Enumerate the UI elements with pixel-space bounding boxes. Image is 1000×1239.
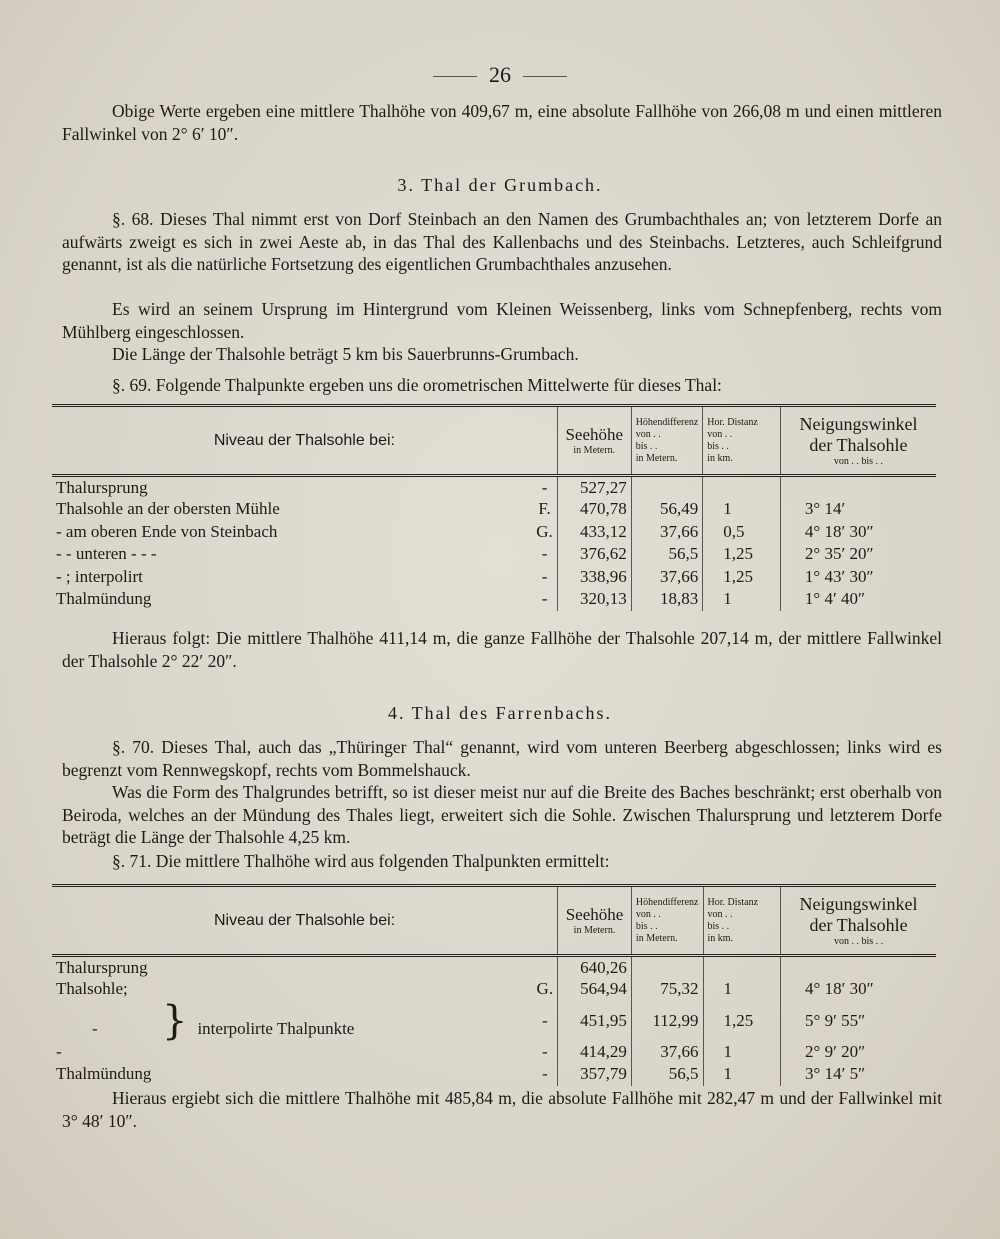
table-row xyxy=(52,521,936,544)
header2-distanz-bis: bis . . xyxy=(707,920,730,932)
row-label: Thalursprung xyxy=(56,957,148,977)
row-hoehendiff: 37,66 xyxy=(631,521,703,544)
table-row xyxy=(52,543,936,566)
row-mark: - xyxy=(541,566,548,586)
row-mark: - xyxy=(541,544,548,564)
row-hoehendiff: 112,99 xyxy=(631,1001,703,1041)
row-label: Thalsohle an der obersten Mühle xyxy=(56,499,280,519)
row-mark: F. xyxy=(538,499,551,519)
row-hoehendiff xyxy=(631,476,703,499)
row-hoehendiff: 37,66 xyxy=(631,566,703,589)
table-grumbach xyxy=(52,404,936,611)
header-distanz-von: von . . xyxy=(707,428,733,440)
row-distanz: 1,25 xyxy=(703,543,781,566)
result-grumbach: Hieraus folgt: Die mittlere Thalhöhe 411,14 m, die ganze Fallhöhe der Thalsohle 207,14 m, der mittlere Fallwinkel der Thalsohle 2° 22′ 20″. xyxy=(62,628,942,671)
row-winkel: 1° 43′ 30″ xyxy=(780,566,936,589)
row-label: Thalmündung xyxy=(56,589,152,609)
row-hoehendiff: 56,49 xyxy=(631,498,703,521)
table-farrenbach xyxy=(52,884,936,1086)
brace-icon: } xyxy=(162,997,188,1044)
row-winkel: 2° 9′ 20″ xyxy=(781,1041,936,1064)
row-winkel: 2° 35′ 20″ xyxy=(780,543,936,566)
row-distanz: 1 xyxy=(703,498,781,521)
header-neigung-line1: Neigungswinkel xyxy=(799,413,918,434)
row-hoehendiff: 18,83 xyxy=(631,588,703,611)
row-label: - xyxy=(56,1041,62,1061)
row-seehoehe: 414,29 xyxy=(558,1041,632,1064)
header2-distanz-von: von . . xyxy=(707,908,733,920)
header2-hoehendiff xyxy=(631,886,703,956)
row-winkel: 3° 14′ 5″ xyxy=(781,1063,936,1086)
row-label: - ; interpolirt xyxy=(56,566,143,586)
header-neigung-sub: von . . bis . . xyxy=(833,455,884,467)
row-distanz: 1 xyxy=(703,978,781,1001)
row-hoehendiff: 75,32 xyxy=(631,978,703,1001)
header-hoehendiff-title: Höhendifferenz xyxy=(635,416,699,428)
row-distanz: 1 xyxy=(703,1041,781,1064)
row-hoehendiff: 37,66 xyxy=(631,1041,703,1064)
row-distanz: 1,25 xyxy=(703,566,781,589)
header-hoehendiff-unit: in Metern. xyxy=(635,452,678,464)
row-label: Thalursprung xyxy=(56,477,148,497)
header2-neigung-line2: der Thalsohle xyxy=(809,914,908,935)
row-seehoehe: 357,79 xyxy=(558,1063,632,1086)
table-row xyxy=(52,1063,936,1086)
row-mark xyxy=(533,956,558,979)
header-hoehendiff xyxy=(631,406,703,476)
header2-neigung-line1: Neigungswinkel xyxy=(799,893,918,914)
intro-paragraph: Obige Werte ergeben eine mittlere Thalhöhe von 409,67 m, eine absolute Fallhöhe von 266,08 m und einen mittleren Fallwinkel von 2° 6′ 10″. xyxy=(62,101,942,144)
row-winkel: 4° 18′ 30″ xyxy=(780,521,936,544)
row-mark: G. xyxy=(536,979,554,999)
header2-seehoehe xyxy=(558,886,632,956)
row-seehoehe: 320,13 xyxy=(557,588,631,611)
row-winkel xyxy=(781,956,936,979)
paragraph-69: §. 69. Folgende Thalpunkte ergeben uns die orometrischen Mittelwerte für dieses Thal: xyxy=(112,375,722,395)
header2-distanz-unit: in km. xyxy=(707,932,734,944)
row-hoehendiff xyxy=(631,956,703,979)
row-label xyxy=(52,997,533,1044)
row-hoehendiff: 56,5 xyxy=(631,1063,703,1086)
paragraph-68-c: Die Länge der Thalsohle beträgt 5 km bis Sauerbrunns-Grumbach. xyxy=(112,344,579,364)
section-heading-grumbach: 3. Thal der Grumbach. xyxy=(397,175,603,195)
row-mark: - xyxy=(541,1010,548,1030)
table-row xyxy=(52,476,936,499)
interpolirte-label: interpolirte Thalpunkte xyxy=(197,1018,355,1038)
header2-niveau: Niveau der Thalsohle bei: xyxy=(52,886,558,956)
row-seehoehe: 451,95 xyxy=(558,1001,632,1041)
row-mark: - xyxy=(541,1064,548,1084)
row-winkel: 5° 9′ 55″ xyxy=(781,1001,936,1041)
header-distanz-unit: in km. xyxy=(707,452,733,464)
header2-hoehendiff-unit: in Metern. xyxy=(635,932,678,944)
row-seehoehe: 640,26 xyxy=(558,956,632,979)
header-neigung xyxy=(780,406,936,476)
row-mark: - xyxy=(541,1041,548,1061)
section-heading-farrenbach: 4. Thal des Farrenbachs. xyxy=(387,703,613,723)
row-distanz: 1,25 xyxy=(703,1001,781,1041)
row-distanz xyxy=(703,476,781,499)
row-label: Thalmündung xyxy=(56,1064,152,1084)
header2-distanz xyxy=(703,886,781,956)
header-seehoehe-label: Seehöhe xyxy=(565,424,624,444)
page-header xyxy=(0,62,1000,88)
ornament-right xyxy=(523,76,567,77)
row-seehoehe: 470,78 xyxy=(557,498,631,521)
row-mark: - xyxy=(541,589,548,609)
row-hoehendiff: 56,5 xyxy=(631,543,703,566)
row-seehoehe: 338,96 xyxy=(557,566,631,589)
header-neigung-line2: der Thalsohle xyxy=(809,434,908,455)
row-winkel: 3° 14′ xyxy=(780,498,936,521)
header2-neigung xyxy=(781,886,936,956)
row-winkel: 4° 18′ 30″ xyxy=(781,978,936,1001)
ornament-left xyxy=(433,76,477,77)
row-winkel: 1° 4′ 40″ xyxy=(780,588,936,611)
header-niveau: Niveau der Thalsohle bei: xyxy=(52,406,557,476)
row-distanz: 1 xyxy=(703,1063,781,1086)
table-row xyxy=(52,1001,936,1041)
row-label: - am oberen Ende von Steinbach xyxy=(56,521,278,541)
result-farrenbach: Hieraus ergiebt sich die mittlere Thalhöhe mit 485,84 m, die absolute Fallhöhe mit 282,47 m und der Fallwinkel mit 3° 48′ 10″. xyxy=(62,1088,942,1131)
row-seehoehe: 376,62 xyxy=(557,543,631,566)
row-mark: G. xyxy=(536,521,553,541)
header-hoehendiff-von: von . . xyxy=(635,428,661,440)
table-grumbach-body xyxy=(52,476,936,611)
header2-hoehendiff-bis: bis . . xyxy=(635,920,658,932)
header2-hoehendiff-title: Höhendifferenz xyxy=(635,896,699,908)
table-row xyxy=(52,956,936,979)
row-label: Thalsohle; xyxy=(56,979,128,999)
row-label-text: - xyxy=(92,1018,98,1038)
row-winkel xyxy=(780,476,936,499)
paragraph-68-b: Es wird an seinem Ursprung im Hintergrund vom Kleinen Weissenberg, links vom Schnepfenberg, rechts vom Mühlberg eingeschlossen. xyxy=(62,299,942,342)
header2-seehoehe-label: Seehöhe xyxy=(565,904,624,924)
row-distanz: 0,5 xyxy=(703,521,781,544)
row-seehoehe: 433,12 xyxy=(557,521,631,544)
paragraph-70: §. 70. Dieses Thal, auch das „Thüringer Thal“ genannt, wird vom unteren Beerberg abgeschlossen; links wird es begrenzt vom Rennwegskopf, rechts vom Bommelshauck. xyxy=(62,737,942,780)
row-mark: - xyxy=(541,477,548,497)
paragraph-71: §. 71. Die mittlere Thalhöhe wird aus folgenden Thalpunkten ermittelt: xyxy=(112,851,610,871)
header-distanz xyxy=(703,406,781,476)
row-seehoehe: 527,27 xyxy=(557,476,631,499)
table-row xyxy=(52,498,936,521)
header2-hoehendiff-von: von . . xyxy=(635,908,661,920)
row-distanz: 1 xyxy=(703,588,781,611)
header-seehoehe-unit: in Metern. xyxy=(573,444,616,456)
header-distanz-title: Hor. Distanz xyxy=(707,416,758,428)
table-row xyxy=(52,588,936,611)
header2-distanz-title: Hor. Distanz xyxy=(707,896,759,908)
row-label: - - unteren - - - xyxy=(56,544,157,564)
paragraph-68: §. 68. Dieses Thal nimmt erst von Dorf Steinbach an den Namen des Grumbachthales an; von letzterem Dorfe an aufwärts zweigt es sich in zwei Aeste ab, in das Thal des Kallenbachs und des Steinbachs. Letzteres, auch Schleifgrund genannt, ist als die natürliche Fortsetzung des eigentlichen Grumbachthales anzusehen. xyxy=(62,209,942,274)
header-hoehendiff-bis: bis . . xyxy=(635,440,658,452)
table-farrenbach-body xyxy=(52,956,936,1086)
paragraph-70-b: Was die Form des Thalgrundes betrifft, so ist dieser meist nur auf die Breite des Baches beschränkt; erst oberhalb von Beiroda, welches an der Mündung des Thales liegt, erweitert sich die Sohle. Zwischen Thalursprung und letzterem Dorfe beträgt die Länge der Thalsohle 4,25 km. xyxy=(62,782,942,847)
header2-neigung-sub: von . . bis . . xyxy=(833,935,884,947)
header-distanz-bis: bis . . xyxy=(707,440,729,452)
table-row xyxy=(52,566,936,589)
row-seehoehe: 564,94 xyxy=(558,978,632,1001)
header2-seehoehe-unit: in Metern. xyxy=(573,924,616,936)
header-seehoehe xyxy=(557,406,631,476)
page-number: 26 xyxy=(489,62,511,87)
table-row xyxy=(52,1041,936,1064)
row-distanz xyxy=(703,956,781,979)
